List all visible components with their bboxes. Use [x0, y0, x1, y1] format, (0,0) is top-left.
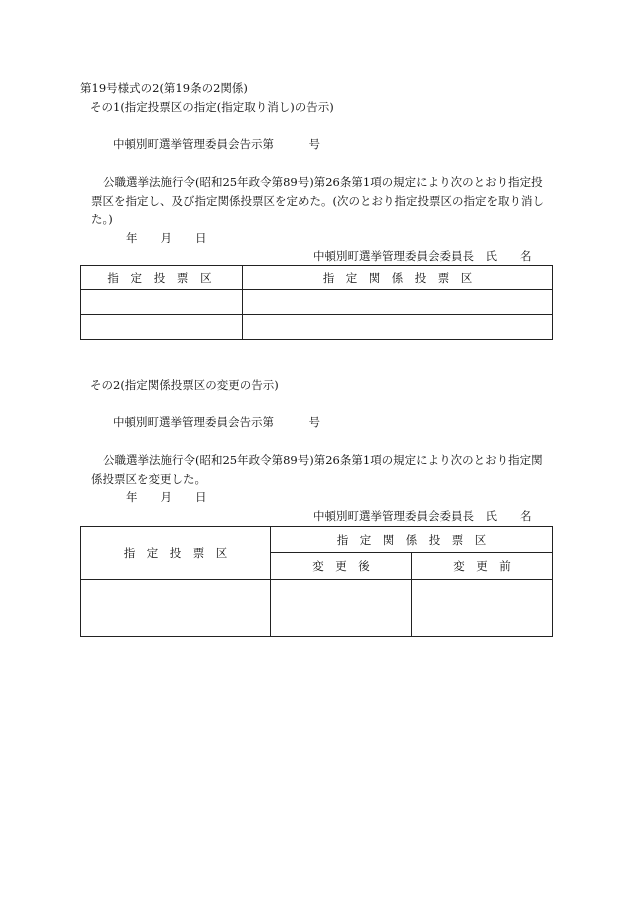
- header-designated-district: [81, 266, 243, 290]
- part2-body-line1: 公職選挙法施行令(昭和25年政令第89号)第26条第1項の規定により次のとおり指定関: [103, 453, 543, 467]
- table-cell[interactable]: [81, 580, 271, 637]
- part1-date: 年 月 日: [126, 231, 207, 245]
- header-designated-district-label: 指 定 投 票 区: [123, 546, 228, 560]
- part1-body-line3: た。): [91, 212, 113, 226]
- part2-table: [80, 526, 553, 637]
- header-designated-district-label: 指 定 投 票 区: [107, 270, 216, 285]
- table-row: [81, 315, 553, 340]
- part1-body-line2: 票区を指定し、及び指定関係投票区を定めた。(次のとおり指定投票区の指定を取り消し: [91, 194, 544, 208]
- header-before-change: [412, 553, 553, 580]
- header-after-change: [271, 553, 412, 580]
- form-title: 第19号様式の2(第19条の2関係): [80, 81, 248, 95]
- part1-notice-line: 中頓別町選挙管理委員会告示第 号: [113, 137, 320, 151]
- part1-body-line1: 公職選挙法施行令(昭和25年政令第89号)第26条第1項の規定により次のとおり指定投: [103, 175, 543, 189]
- header-related-district-label: 指 定 関 係 投 票 区: [336, 532, 487, 547]
- header-before-change-label: 変 更 前: [453, 559, 511, 573]
- header-related-district-label: 指 定 関 係 投 票 区: [322, 270, 473, 285]
- part2-date: 年 月 日: [126, 490, 207, 504]
- header-related-district: [271, 527, 553, 553]
- table-row: [81, 290, 553, 315]
- part1-signature: 中頓別町選挙管理委員会委員長 氏 名: [313, 249, 532, 263]
- table-cell[interactable]: [81, 290, 243, 315]
- header-designated-district: [81, 527, 271, 580]
- table-cell[interactable]: [271, 580, 412, 637]
- part1-table: [80, 265, 553, 340]
- header-after-change-label: 変 更 後: [312, 559, 370, 573]
- part1-heading: その1(指定投票区の指定(指定取り消し)の告示): [90, 100, 334, 114]
- table-cell[interactable]: [243, 290, 553, 315]
- part2-notice-line: 中頓別町選挙管理委員会告示第 号: [113, 415, 320, 429]
- table-cell[interactable]: [81, 315, 243, 340]
- table-cell[interactable]: [412, 580, 553, 637]
- table-row: [81, 580, 553, 637]
- table-row: [81, 527, 553, 553]
- table-cell[interactable]: [243, 315, 553, 340]
- table-row: [81, 266, 553, 290]
- part2-heading: その2(指定関係投票区の変更の告示): [90, 378, 279, 392]
- part2-signature: 中頓別町選挙管理委員会委員長 氏 名: [313, 509, 532, 523]
- part2-body-line2: 係投票区を変更した。: [91, 472, 206, 486]
- header-related-district: [243, 266, 553, 290]
